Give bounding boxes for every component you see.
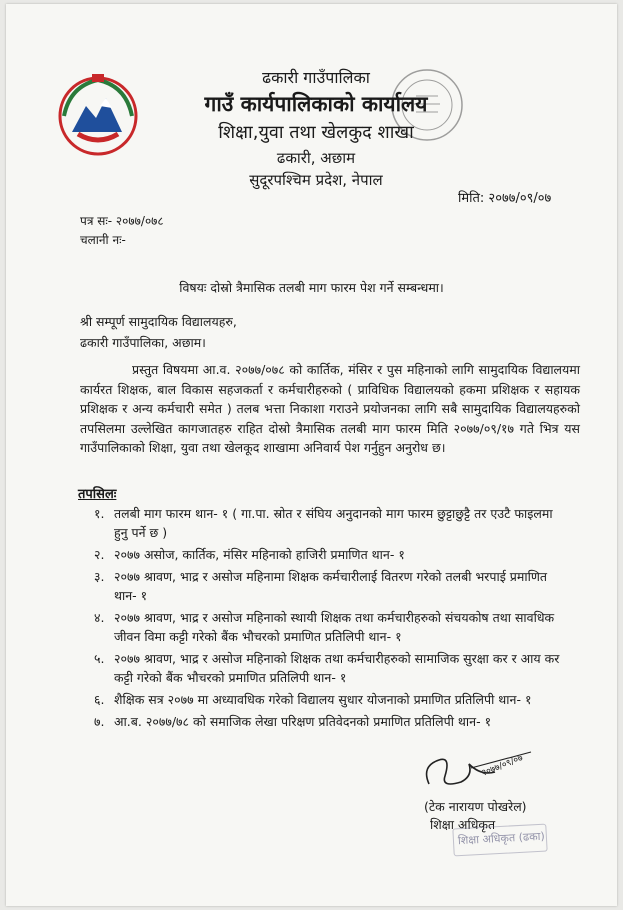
- list-item-text: शैक्षिक सत्र २०७७ मा अध्यावधिक गरेको विद्यालय सुधार योजनाको प्रमाणित प्रतिलिपी थान- १: [114, 692, 532, 707]
- letter-body: प्रस्तुत विषयमा आ.व. २०७७/०७८ को कार्तिक, मंसिर र पुस महिनाको लागि सामुदायिक विद्यालयमा कार्यरत शिक्षक, बाल विकास सहजकर्ता र कर्मचारीहरुको ( प्राविधिक विद्यालयको हकमा प्रशिक्षक र सहायक प्रशिक्षक र अन्य कर्मचारी समेत ) तलब भत्ता निकाशा गराउने प्रयोजनका लागि सबै सामुदायिक विद्यालयहरुको तपसिलमा उल्लेखित कागजातहरु राहित दोस्रो त्रैमासिक तलबी माग फारम मिति २०७७/०९/१७ गते भित्र यस गाउँपालिकाको शिक्षा, युवा तथा खेलकूद शाखामा अनिवार्य पेश गर्नुहुन अनुरोध छ।: [80, 362, 580, 455]
- list-item: [80, 608, 560, 646]
- list-item-text: तलबी माग फारम थान- १ ( गा.पा. स्रोत र संघिय अनुदानको माग फारम छुट्टाछुट्टै तर एउटै फाइलमा हुनु पर्ने छ ): [114, 506, 553, 540]
- addressee-line-1: श्री सम्पूर्ण सामुदायिक विद्यालयहरु,: [80, 314, 237, 329]
- list-item: [80, 712, 560, 731]
- reference-number: पत्र सः- २०७७/०७८: [80, 214, 164, 228]
- list-item: [80, 545, 560, 564]
- section-name: शिक्षा,युवा तथा खेलकुद शाखा: [218, 122, 414, 143]
- list-item-number: ३.: [94, 569, 105, 584]
- list-item-number: १.: [94, 506, 105, 521]
- list-item: [80, 690, 560, 709]
- officer-stamp: [452, 824, 547, 857]
- list-item: [80, 504, 560, 542]
- office-name: गाउँ कार्यपालिकाको कार्यालय: [204, 92, 428, 116]
- province-name: सुदूरपश्चिम प्रदेश, नेपाल: [249, 171, 383, 189]
- list-item-number: ४.: [94, 610, 105, 625]
- stamp-text: शिक्षा अधिकृत (ढका): [457, 829, 546, 848]
- list-item-text: २०७७ श्रावण, भाद्र र असोज महिनाको स्थायी शिक्षक तथा कर्मचारीहरुको संचयकोष तथा सावधिक जीवन विमा कट्टी गरेको बैंक भौचरको प्रमाणित प्रतिलिपी थान- १: [114, 610, 555, 644]
- list-item-number: ५.: [94, 651, 105, 666]
- details-list: [80, 504, 560, 734]
- list-item-number: ६.: [94, 692, 105, 707]
- signatory-name: (टेक नारायण पोखरेल): [424, 799, 527, 814]
- letter-date: मिति: २०७७/०९/०७: [458, 191, 552, 206]
- nepal-emblem-logo: [56, 72, 140, 156]
- list-item: [80, 567, 560, 605]
- list-item: [80, 649, 560, 687]
- dispatch-number: चलानी नः-: [80, 233, 126, 247]
- signatory-title: शिक्षा अधिकृत: [430, 817, 496, 832]
- office-location: ढकारी, अछाम: [276, 149, 356, 167]
- municipality-name: ढकारी गाउँपालिका: [262, 68, 370, 87]
- addressee-line-2: ढकारी गाउँपालिका, अछाम।: [80, 335, 206, 350]
- list-item-number: ७.: [94, 714, 105, 729]
- list-item-text: २०७७ श्रावण, भाद्र र असोज महिनामा शिक्षक कर्मचारीलाई वितरण गरेको तलबी भरपाई प्रमाणित थान- १: [114, 569, 548, 603]
- list-item-text: २०७७ श्रावण, भाद्र र असोज महिनाको शिक्षक तथा कर्मचारीहरुको सामाजिक सुरक्षा कर र आय कर कट्टी गरेको बैंक भौचरको प्रमाणित प्रतिलिपी थान- १: [114, 651, 560, 685]
- signature-date: २०७७/०९/०७: [480, 753, 525, 779]
- handwritten-signature: [411, 746, 541, 792]
- letter-page: [6, 4, 617, 906]
- list-item-number: २.: [94, 547, 105, 562]
- details-heading: तपसिलः: [78, 487, 117, 502]
- list-item-text: २०७७ असोज, कार्तिक, मंसिर महिनाको हाजिरी प्रमाणित थान- १: [114, 547, 405, 562]
- list-item-text: आ.ब. २०७७/७८ को समाजिक लेखा परिक्षण प्रतिवेदनको प्रमाणित प्रतिलिपी थान- १: [114, 714, 492, 729]
- letter-subject: विषयः दोस्रो त्रैमासिक तलबी माग फारम पेश गर्ने सम्बन्धमा।: [179, 280, 444, 295]
